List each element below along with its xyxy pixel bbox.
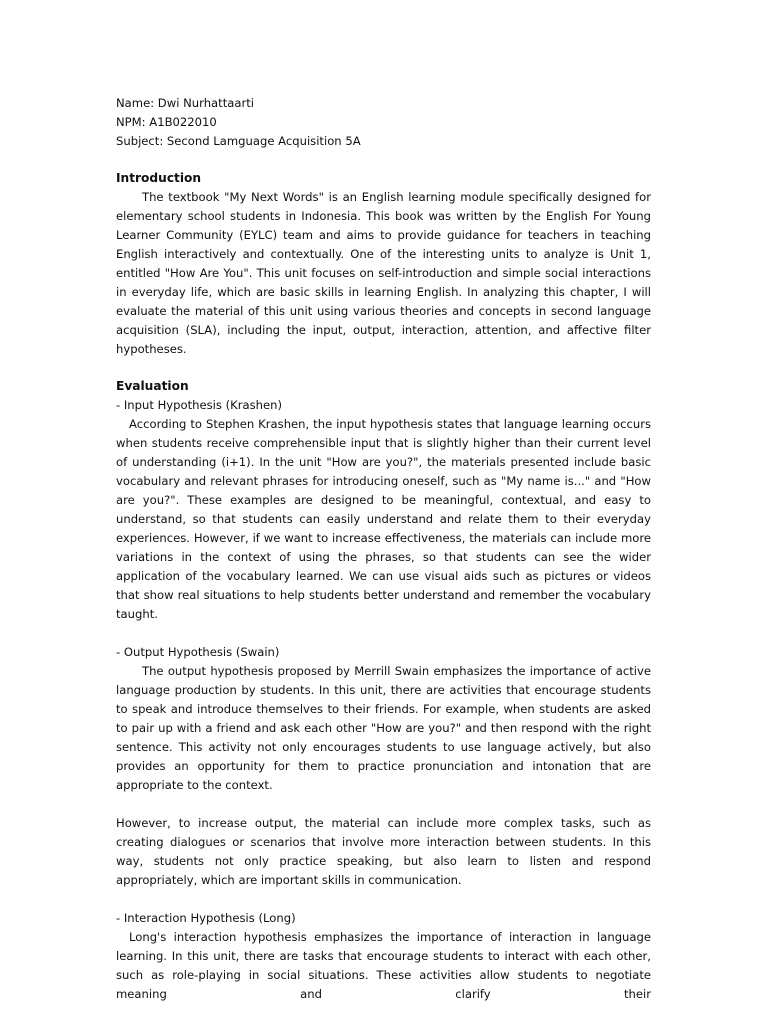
output-hypothesis-paragraph-2: However, to increase output, the material can include more complex tasks, such as creating dialogues or scenarios that involve more interaction between students. In this way, students not only practice speaking, but also learn to listen and respond appropriately, which are important skills in communication.: [116, 816, 651, 887]
output-hypothesis-title: - Output Hypothesis (Swain): [116, 645, 280, 659]
introduction-heading: Introduction: [116, 171, 202, 185]
introduction-paragraph: The textbook "My Next Words" is an English learning module specifically designed for elementary school students in Indonesia. This book was written by the English For Young Learner Community (EYLC) team and aims to provide guidance for teachers in teaching English interactively and contextually. One of the interesting units to analyze is Unit 1, entitled "How Are You". This unit focuses on self-introduction and simple social interactions in everyday life, which are basic skills in learning English. In analyzing this chapter, I will evaluate the material of this unit using various theories and concepts in second language acquisition (SLA), including the input, output, interaction, attention, and affective filter hypotheses.: [116, 190, 651, 356]
interaction-hypothesis-paragraph: Long's interaction hypothesis emphasizes the importance of interaction in language learning. In this unit, there are tasks that encourage students to interact with each other, such as role-playing in social situations. These activities allow students to negotiate meaning and clarify their: [116, 930, 651, 1001]
subject-line: Subject: Second Lamguage Acquisition 5A: [116, 134, 361, 148]
document-page: [116, 94, 651, 1004]
input-hypothesis-paragraph: According to Stephen Krashen, the input hypothesis states that language learning occurs when students receive comprehensible input that is slightly higher than their current level of understanding (i+1). In the unit "How are you?", the materials presented include basic vocabulary and relevant phrases for introducing oneself, such as "My name is..." and "How are you?". These examples are designed to be meaningful, contextual, and easy to understand, so that students can easily understand and relate them to their everyday experiences. However, if we want to increase effectiveness, the materials can include more variations in the context of using the phrases, so that students can see the wider application of the vocabulary learned. We can use visual aids such as pictures or videos that show real situations to help students better understand and remember the vocabulary taught.: [116, 417, 651, 621]
output-hypothesis-paragraph-1: The output hypothesis proposed by Merrill Swain emphasizes the importance of active language production by students. In this unit, there are activities that encourage students to speak and introduce themselves to their friends. For example, when students are asked to pair up with a friend and ask each other "How are you?" and then respond with the right sentence. This activity not only encourages students to use language actively, but also provides an opportunity for them to practice pronunciation and intonation that are appropriate to the context.: [116, 664, 651, 792]
interaction-hypothesis-title: - Interaction Hypothesis (Long): [116, 911, 296, 925]
spacer: [116, 890, 651, 909]
student-npm: NPM: A1B022010: [116, 115, 217, 129]
student-name: Name: Dwi Nurhattaarti: [116, 96, 254, 110]
evaluation-heading: Evaluation: [116, 379, 189, 393]
spacer: [116, 795, 651, 814]
spacer: [116, 624, 651, 643]
input-hypothesis-title: - Input Hypothesis (Krashen): [116, 398, 283, 412]
